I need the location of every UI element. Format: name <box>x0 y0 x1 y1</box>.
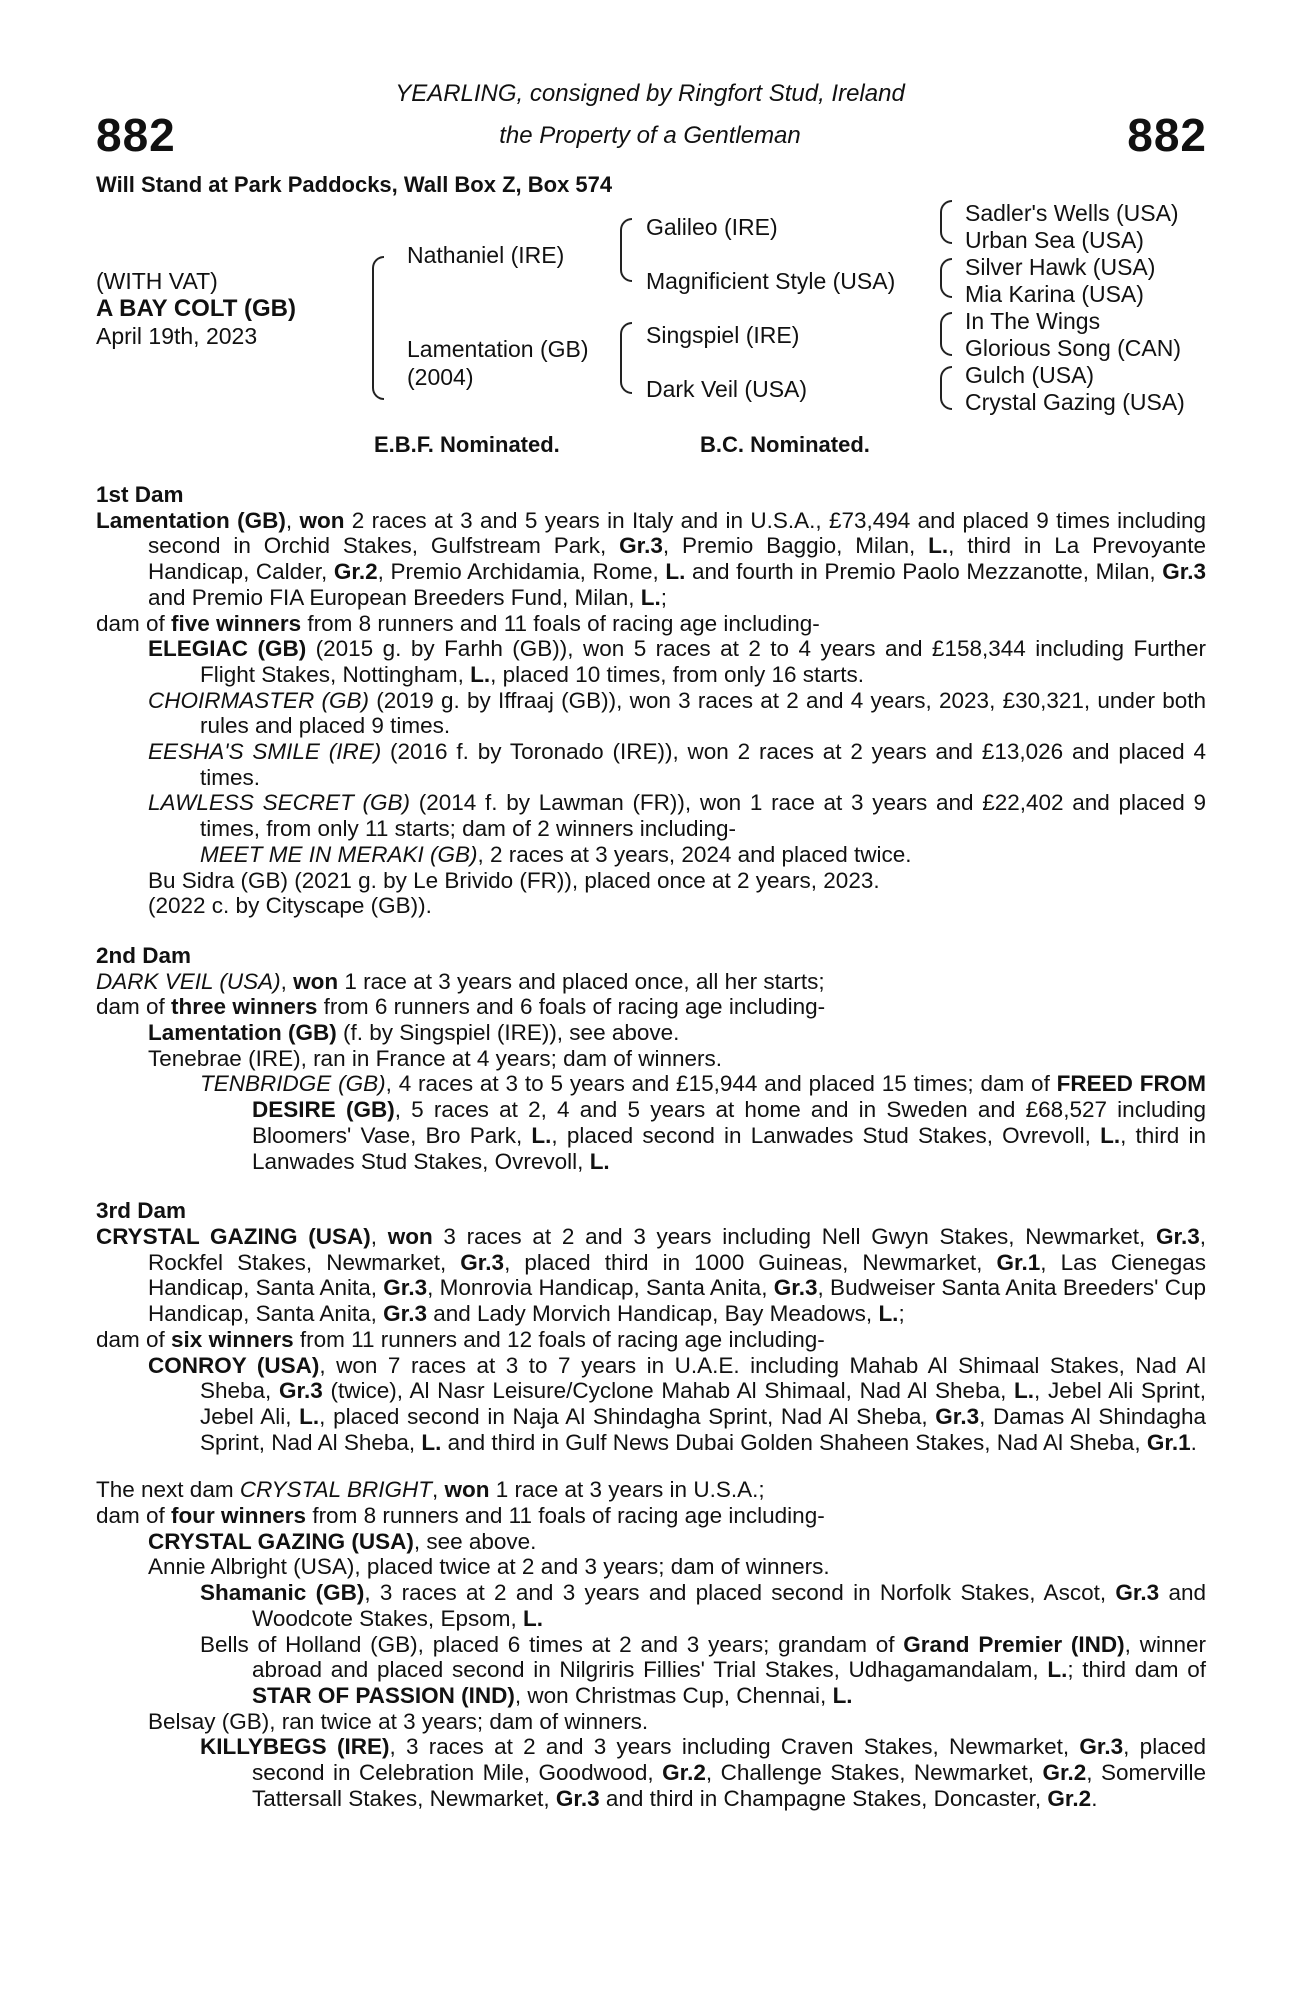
sire: Nathaniel (IRE) <box>407 242 565 268</box>
produce-eesha: EESHA'S SMILE (IRE) (2016 f. by Toronado (IRE)), won 2 races at 2 years and £13,026 and placed 4 times. <box>148 739 1206 790</box>
produce-meraki: MEET ME IN MERAKI (GB), 2 races at 3 years, 2024 and placed twice. <box>200 841 912 867</box>
dam: Lamentation (GB) <box>407 336 589 362</box>
dds: Gulch (USA) <box>965 362 1095 388</box>
dam-record <box>96 482 1206 1811</box>
first-dam-para: Lamentation (GB), won 2 races at 3 and 5 years in Italy and in U.S.A., £73,494 and placed 9 times including second in Orchid Stakes, Gulfstream Park, Gr.3, Premio Baggio, Milan, L., third in La Prevoyante Handicap, Calder, Gr.2, Premio Archidamia, Rome, L. and fourth in Premio Paolo Mezzanotte, Milan, Gr.3 and Premio FIA European Breeders Fund, Milan, L.; <box>96 507 1207 610</box>
first-dam-heading: 1st Dam <box>96 482 184 507</box>
stand-location: Will Stand at Park Paddocks, Wall Box Z, Box 574 <box>96 172 613 197</box>
property-line: the Property of a Gentleman <box>499 122 801 149</box>
consignor-line: YEARLING, consigned by Ringfort Stud, Ireland <box>395 80 905 107</box>
ddd: Crystal Gazing (USA) <box>965 389 1185 415</box>
lot-number-right: 882 <box>1127 109 1207 161</box>
second-dam-produce: dam of three winners from 6 runners and 6 foals of racing age including- <box>96 994 826 1020</box>
sss: Sadler's Wells (USA) <box>965 200 1179 226</box>
produce-shamanic: Shamanic (GB), 3 races at 2 and 3 years and placed second in Norfolk Stakes, Ascot, Gr.3 and Woodcote Stakes, Epsom, L. <box>200 1580 1207 1631</box>
brace-dam <box>620 322 632 394</box>
horse-name: A BAY COLT (GB) <box>96 295 297 322</box>
horse-dob: April 19th, 2023 <box>96 323 258 349</box>
brace-dd <box>940 366 952 410</box>
dam-year: (2004) <box>407 364 474 390</box>
first-dam-produce: dam of five winners from 8 runners and 11 foals of racing age including- <box>96 610 820 636</box>
second-dam-heading: 2nd Dam <box>96 942 192 968</box>
produce-killybegs: KILLYBEGS (IRE), 3 races at 2 and 3 years including Craven Stakes, Newmarket, Gr.3, placed second in Celebration Mile, Goodwood, Gr.2, Challenge Stakes, Newmarket, Gr.2, Somerville Tattersall Stakes, Newmarket, Gr.3 and third in Champagne Stakes, Doncaster, Gr.2. <box>200 1734 1206 1811</box>
next-dam-produce: dam of four winners from 8 runners and 11 foals of racing age including- <box>96 1503 825 1529</box>
produce-busidra: Bu Sidra (GB) (2021 g. by Le Brivido (FR)), placed once at 2 years, 2023. <box>148 867 880 893</box>
produce-tenbridge: TENBRIDGE (GB), 4 races at 3 to 5 years and £15,944 and placed 15 times; dam of FREED FROM DESIRE (GB), 5 races at 2, 4 and 5 years at home and in Sweden and £68,527 including Bloomers' Vase, Bro Park, L., placed second in Lanwades Stud Stakes, Ovrevoll, L., third in Lanwades Stud Stakes, Ovrevoll, L. <box>200 1071 1207 1174</box>
produce-choirmaster: CHOIRMASTER (GB) (2019 g. by Iffraaj (GB)), won 3 races at 2 and 4 years, 2023, £30,321, under both rules and placed 9 times. <box>148 687 1206 739</box>
brace-sire <box>620 218 632 282</box>
dsd: Glorious Song (CAN) <box>965 335 1182 361</box>
produce-belsay: Belsay (GB), ran twice at 3 years; dam of winners. <box>148 1708 649 1734</box>
produce-lamentation: Lamentation (GB) (f. by Singspiel (IRE)), see above. <box>148 1020 680 1046</box>
produce-2022: (2022 c. by Cityscape (GB)). <box>148 893 432 919</box>
dss: In The Wings <box>965 308 1101 334</box>
ssd: Urban Sea (USA) <box>965 227 1144 253</box>
brace-ds <box>940 312 952 356</box>
dam-dam: Dark Veil (USA) <box>646 376 808 402</box>
brace-sd <box>940 258 952 298</box>
sire-dam: Magnificient Style (USA) <box>646 268 896 294</box>
sdd: Mia Karina (USA) <box>965 281 1144 307</box>
third-dam-heading: 3rd Dam <box>96 1198 187 1224</box>
third-dam-para: CRYSTAL GAZING (USA), won 3 races at 2 and 3 years including Nell Gwyn Stakes, Newmarket, Gr.3, Rockfel Stakes, Newmarket, Gr.3, placed third in 1000 Guineas, Newmarket, Gr.1, Las Cienegas Handicap, Santa Anita, Gr.3, Monrovia Handicap, Santa Anita, Gr.3, Budweiser Santa Anita Breeders' Cup Handicap, Santa Anita, Gr.3 and Lady Morvich Handicap, Bay Meadows, L.; <box>96 1223 1206 1327</box>
brace-ss <box>940 200 952 244</box>
produce-annie: Annie Albright (USA), placed twice at 2 and 3 years; dam of winners. <box>148 1554 830 1580</box>
dam-sire: Singspiel (IRE) <box>646 322 800 348</box>
third-dam-produce: dam of six winners from 11 runners and 12 foals of racing age including- <box>96 1326 825 1352</box>
bc-nominated: B.C. Nominated. <box>700 432 870 457</box>
ebf-nominated: E.B.F. Nominated. <box>374 432 560 457</box>
lot-number-left: 882 <box>96 109 176 161</box>
produce-tenebrae: Tenebrae (IRE), ran in France at 4 years; dam of winners. <box>148 1045 723 1071</box>
produce-lawless: LAWLESS SECRET (GB) (2014 f. by Lawman (FR)), won 1 race at 3 years and £22,402 and placed 9 times, from only 11 starts; dam of 2 winners including- <box>148 790 1206 842</box>
brace-main <box>372 256 384 400</box>
vat-note: (WITH VAT) <box>96 268 218 294</box>
produce-crystal-gazing: CRYSTAL GAZING (USA), see above. <box>148 1528 537 1554</box>
produce-bells: Bells of Holland (GB), placed 6 times at 2 and 3 years; grandam of Grand Premier (IND), winner abroad and placed second in Nilgriris Fillies' Trial Stakes, Udhagamandalam, L.; third dam of STAR OF PASSION (IND), won Christmas Cup, Chennai, L. <box>200 1631 1206 1708</box>
next-dam-para: The next dam CRYSTAL BRIGHT, won 1 race at 3 years in U.S.A.; <box>96 1477 765 1503</box>
second-dam-para: DARK VEIL (USA), won 1 race at 3 years and placed once, all her starts; <box>96 968 825 994</box>
sds: Silver Hawk (USA) <box>965 254 1156 280</box>
produce-elegiac: ELEGIAC (GB) (2015 g. by Farhh (GB)), won 5 races at 2 to 4 years and £158,344 including Further Flight Stakes, Nottingham, L., placed 10 times, from only 16 starts. <box>148 636 1207 687</box>
sire-sire: Galileo (IRE) <box>646 214 778 240</box>
produce-conroy: CONROY (USA), won 7 races at 3 to 7 years in U.A.E. including Mahab Al Shimaal Stakes, Nad Al Sheba, Gr.3 (twice), Al Nasr Leisure/Cyclone Mahab Al Shimaal, Nad Al Sheba, L., Jebel Ali Sprint, Jebel Ali, L., placed second in Naja Al Shindagha Sprint, Nad Al Sheba, Gr.3, Damas Al Shindagha Sprint, Nad Al Sheba, L. and third in Gulf News Dubai Golden Shaheen Stakes, Nad Al Sheba, Gr.1. <box>148 1352 1207 1455</box>
